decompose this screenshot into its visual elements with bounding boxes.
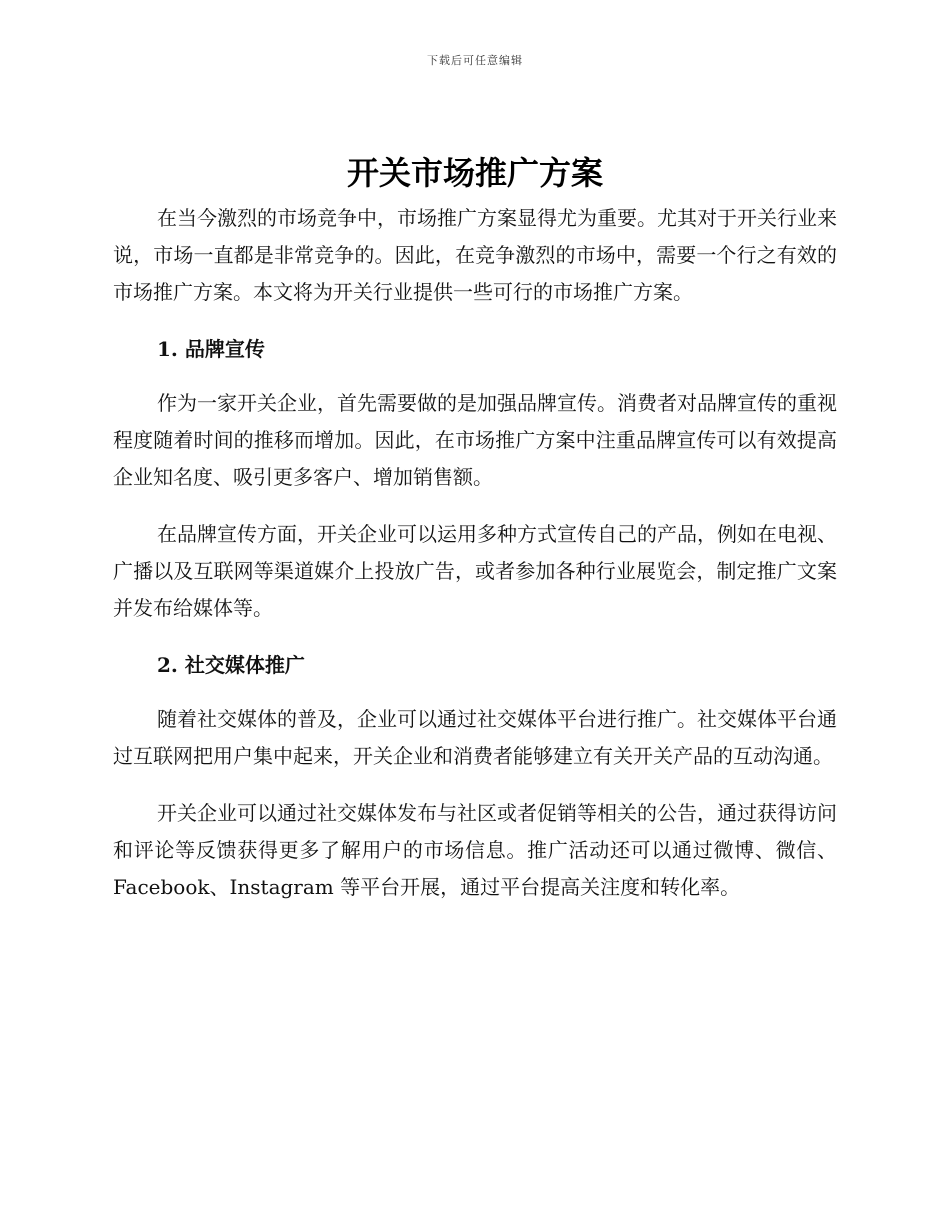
section-heading-brand: 1. 品牌宣传 [157, 337, 265, 361]
brand-paragraph-2: 在品牌宣传方面，开关企业可以运用多种方式宣传自己的产品，例如在电视、广播以及互联网等渠道媒介上投放广告，或者参加各种行业展览会，制定推广文案并发布给媒体等。 [113, 522, 837, 620]
social-paragraph-2: 开关企业可以通过社交媒体发布与社区或者促销等相关的公告，通过获得访问和评论等反馈获得更多了解用户的市场信息。推广活动还可以通过微博、微信、Facebook、Instagram 等平台开展，通过平台提高关注度和转化率。 [113, 801, 837, 899]
document-title: 开关市场推广方案 [346, 154, 603, 192]
document-body [113, 200, 837, 926]
section-heading-social: 2. 社交媒体推广 [157, 653, 305, 677]
brand-paragraph-1: 作为一家开关企业，首先需要做的是加强品牌宣传。消费者对品牌宣传的重视程度随着时间的推移而增加。因此，在市场推广方案中注重品牌宣传可以有效提高企业知名度、吸引更多客户、增加销售额。 [113, 391, 837, 489]
intro-paragraph: 在当今激烈的市场竞争中，市场推广方案显得尤为重要。尤其对于开关行业来说，市场一直都是非常竞争的。因此，在竞争激烈的市场中，需要一个行之有效的市场推广方案。本文将为开关行业提供一些可行的市场推广方案。 [113, 206, 837, 304]
page-header-note: 下载后可任意编辑 [427, 54, 523, 67]
social-paragraph-1: 随着社交媒体的普及，企业可以通过社交媒体平台进行推广。社交媒体平台通过互联网把用户集中起来，开关企业和消费者能够建立有关开关产品的互动沟通。 [113, 707, 837, 768]
